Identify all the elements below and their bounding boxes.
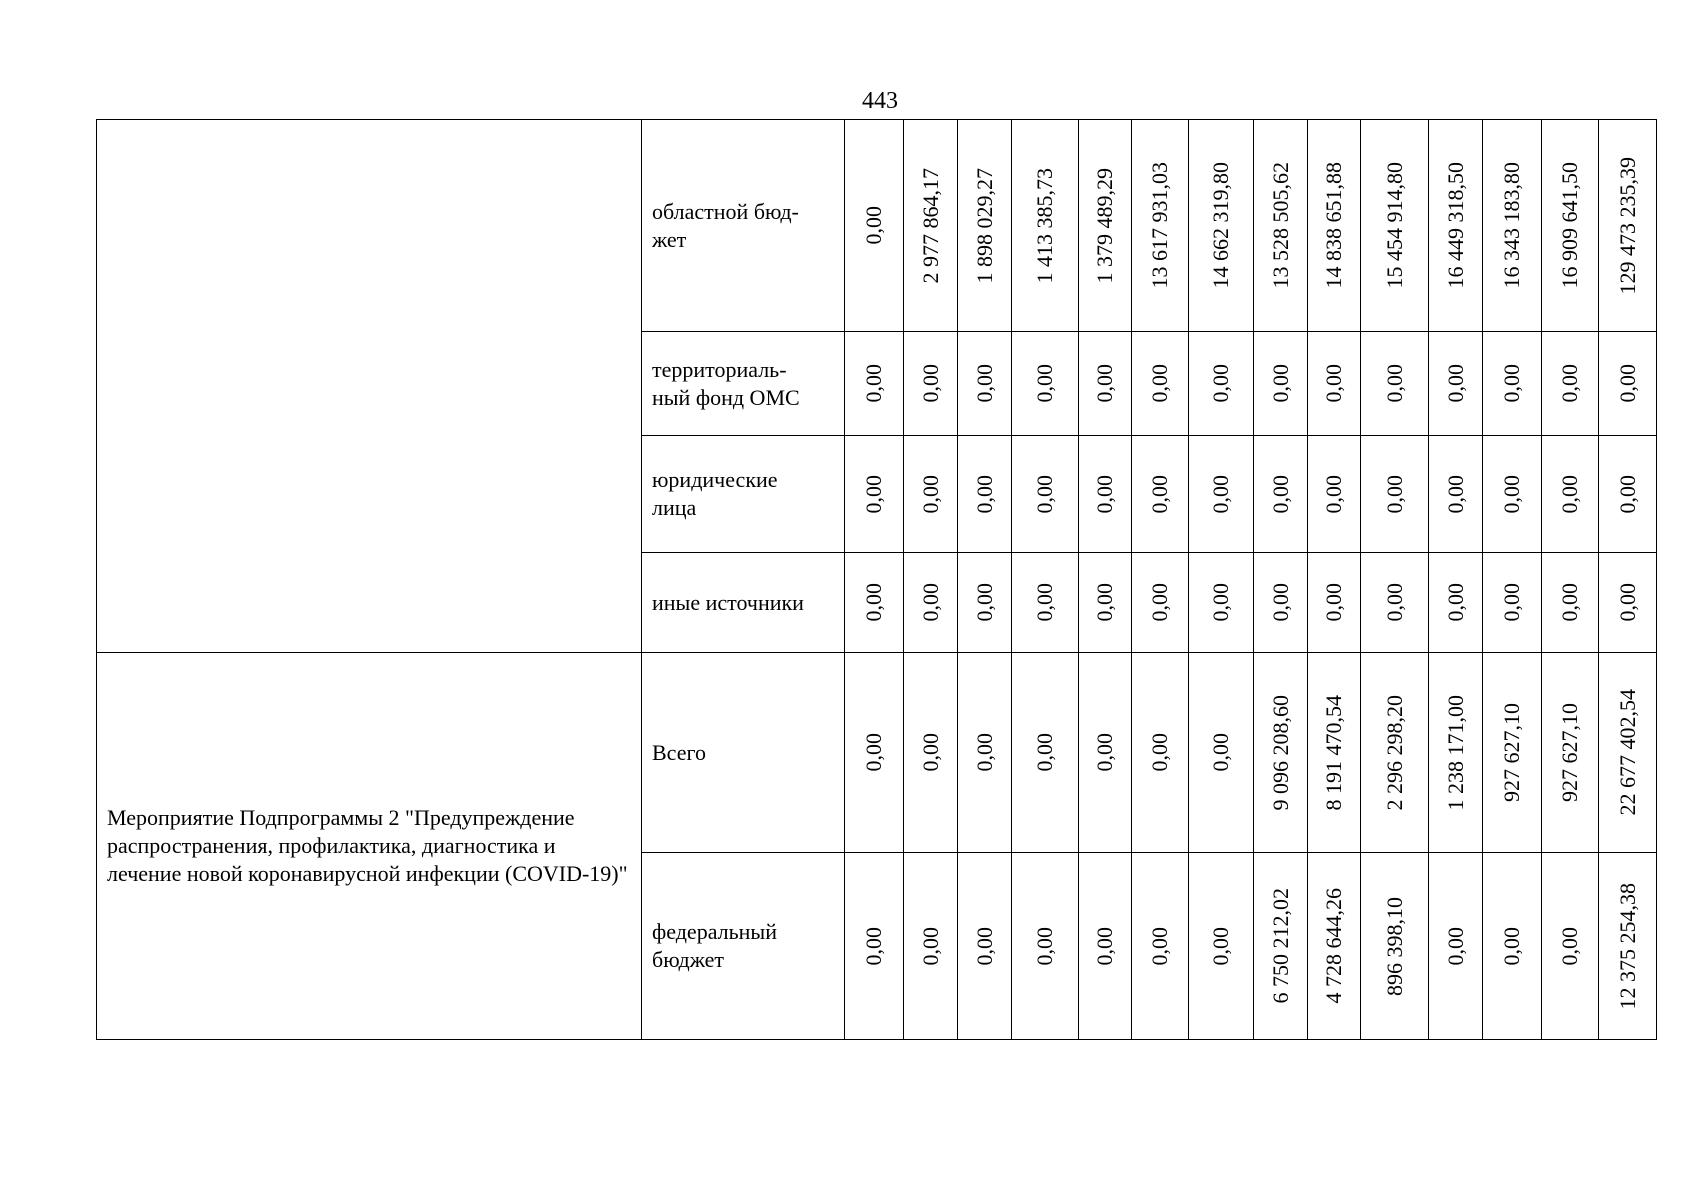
amount-value: 0,00 <box>1614 364 1640 403</box>
value-cell <box>1079 853 1132 1040</box>
measure-cell <box>97 653 642 1040</box>
value-cell <box>1132 853 1189 1040</box>
value-cell <box>1189 436 1254 553</box>
value-cell <box>845 332 904 436</box>
value-cell <box>904 853 958 1040</box>
value-cell <box>958 853 1012 1040</box>
value-cell <box>1189 653 1254 853</box>
value-cell <box>1308 332 1361 436</box>
funding-source-label: территориаль- ный фонд ОМС <box>652 356 800 410</box>
value-cell <box>1254 120 1308 332</box>
value-cell <box>1254 853 1308 1040</box>
value-cell <box>1012 553 1079 653</box>
value-cell <box>1483 332 1542 436</box>
amount-value: 16 909 641,50 <box>1557 162 1582 289</box>
amount-value: 0,00 <box>1092 474 1117 514</box>
amount-value: 1 379 489,29 <box>1092 167 1117 284</box>
value-cell <box>1542 553 1599 653</box>
table-body <box>97 120 1657 1040</box>
amount-value: 0,00 <box>861 926 886 966</box>
amount-value: 0,00 <box>1321 474 1346 514</box>
amount-value: 0,00 <box>1147 583 1172 622</box>
amount-value: 927 627,10 <box>1557 703 1582 802</box>
funding-source-cell <box>642 120 845 332</box>
value-cell <box>1012 332 1079 436</box>
value-cell <box>1599 853 1657 1040</box>
value-cell <box>1361 553 1429 653</box>
value-cell <box>1542 332 1599 436</box>
value-cell <box>1483 120 1542 332</box>
amount-value: 0,00 <box>1614 583 1640 622</box>
value-cell <box>1429 553 1483 653</box>
value-cell <box>904 436 958 553</box>
value-cell <box>958 653 1012 853</box>
value-cell <box>1254 332 1308 436</box>
amount-value: 0,00 <box>917 926 943 966</box>
value-cell <box>1132 120 1189 332</box>
value-cell <box>1361 436 1429 553</box>
value-cell <box>1599 120 1657 332</box>
amount-value: 0,00 <box>1381 474 1407 514</box>
value-cell <box>1254 436 1308 553</box>
funding-source-cell <box>642 553 845 653</box>
value-cell <box>1308 120 1361 332</box>
funding-source-label: Всего <box>652 739 706 765</box>
value-cell <box>958 120 1012 332</box>
value-cell <box>1483 553 1542 653</box>
amount-value: 4 728 644,26 <box>1321 888 1346 1004</box>
amount-value: 129 473 235,39 <box>1614 156 1640 295</box>
page-number: 443 <box>862 88 898 114</box>
value-cell <box>1012 853 1079 1040</box>
funding-source-label: областной бюд- жет <box>652 198 799 252</box>
value-cell <box>1483 653 1542 853</box>
value-cell <box>1132 553 1189 653</box>
value-cell <box>1542 120 1599 332</box>
amount-value: 0,00 <box>1321 583 1346 622</box>
amount-value: 0,00 <box>1092 733 1117 772</box>
measure-cell <box>97 120 642 653</box>
value-cell <box>1483 436 1542 553</box>
amount-value: 2 296 298,20 <box>1381 694 1407 811</box>
amount-value: 0,00 <box>971 926 997 966</box>
value-cell <box>1308 853 1361 1040</box>
amount-value: 6 750 212,02 <box>1267 888 1293 1004</box>
value-cell <box>1079 653 1132 853</box>
amount-value: 13 528 505,62 <box>1267 162 1293 289</box>
amount-value: 1 898 029,27 <box>971 167 997 284</box>
amount-value: 0,00 <box>1267 583 1293 622</box>
amount-value: 12 375 254,38 <box>1614 882 1640 1010</box>
value-cell <box>1132 332 1189 436</box>
value-cell <box>1361 332 1429 436</box>
amount-value: 0,00 <box>1208 733 1233 772</box>
value-cell <box>1012 653 1079 853</box>
funding-source-label: федеральный бюджет <box>652 919 777 972</box>
value-cell <box>1542 853 1599 1040</box>
value-cell <box>1079 332 1132 436</box>
amount-value: 13 617 931,03 <box>1147 162 1172 289</box>
amount-value: 0,00 <box>917 733 943 772</box>
amount-value: 0,00 <box>1147 474 1172 514</box>
value-cell <box>1254 553 1308 653</box>
value-cell <box>1189 553 1254 653</box>
value-cell <box>1483 853 1542 1040</box>
value-cell <box>1132 653 1189 853</box>
amount-value: 0,00 <box>1499 583 1524 622</box>
amount-value: 16 449 318,50 <box>1442 162 1468 289</box>
amount-value: 0,00 <box>1557 583 1582 622</box>
value-cell <box>1361 120 1429 332</box>
amount-value: 0,00 <box>861 733 886 772</box>
funding-source-cell <box>642 853 845 1040</box>
amount-value: 0,00 <box>1147 733 1172 772</box>
value-cell <box>845 653 904 853</box>
amount-value: 0,00 <box>971 733 997 772</box>
amount-value: 0,00 <box>1499 926 1524 966</box>
value-cell <box>1308 653 1361 853</box>
amount-value: 0,00 <box>1499 474 1524 514</box>
funding-source-label: юридические лица <box>652 467 778 520</box>
amount-value: 0,00 <box>1557 364 1582 403</box>
amount-value: 2 977 864,17 <box>917 167 943 284</box>
value-cell <box>1308 436 1361 553</box>
amount-value: 0,00 <box>861 474 886 514</box>
funding-source-cell <box>642 653 845 853</box>
table-row <box>97 120 1657 332</box>
amount-value: 0,00 <box>1381 364 1407 403</box>
value-cell <box>1599 332 1657 436</box>
amount-value: 0,00 <box>1442 583 1468 622</box>
value-cell <box>845 853 904 1040</box>
amount-value: 0,00 <box>1557 926 1582 966</box>
measure-name: Мероприятие Подпрограммы 2 "Предупреждение распространения, профилактика, диагностика и лечение новой коронавирусной инфекции (COVID-19)" <box>107 805 628 886</box>
funding-source-cell <box>642 436 845 553</box>
amount-value: 896 398,10 <box>1381 896 1407 996</box>
amount-value: 0,00 <box>1147 364 1172 403</box>
value-cell <box>845 120 904 332</box>
table-row <box>97 653 1657 853</box>
amount-value: 1 238 171,00 <box>1442 694 1468 811</box>
value-cell <box>1361 853 1429 1040</box>
amount-value: 0,00 <box>861 583 886 622</box>
value-cell <box>1189 120 1254 332</box>
amount-value: 14 838 651,88 <box>1321 162 1346 289</box>
value-cell <box>1429 332 1483 436</box>
value-cell <box>1308 553 1361 653</box>
amount-value: 0,00 <box>971 364 997 403</box>
value-cell <box>904 120 958 332</box>
value-cell <box>1542 436 1599 553</box>
amount-value: 927 627,10 <box>1499 703 1524 802</box>
amount-value: 0,00 <box>1208 474 1233 514</box>
amount-value: 0,00 <box>1092 926 1117 966</box>
value-cell <box>1429 853 1483 1040</box>
value-cell <box>1542 653 1599 853</box>
funding-table <box>96 119 1657 1040</box>
amount-value: 22 677 402,54 <box>1614 689 1640 816</box>
funding-source-cell <box>642 332 845 436</box>
amount-value: 9 096 208,60 <box>1267 694 1293 811</box>
value-cell <box>904 332 958 436</box>
value-cell <box>1429 120 1483 332</box>
amount-value: 0,00 <box>1499 364 1524 403</box>
value-cell <box>1189 853 1254 1040</box>
amount-value: 0,00 <box>1208 583 1233 622</box>
amount-value: 1 413 385,73 <box>1032 167 1057 284</box>
value-cell <box>958 436 1012 553</box>
value-cell <box>1079 436 1132 553</box>
amount-value: 0,00 <box>1267 364 1293 403</box>
amount-value: 0,00 <box>1208 926 1233 966</box>
value-cell <box>1012 120 1079 332</box>
amount-value: 16 343 183,80 <box>1499 162 1524 289</box>
amount-value: 15 454 914,80 <box>1381 162 1407 289</box>
value-cell <box>845 436 904 553</box>
value-cell <box>1079 553 1132 653</box>
amount-value: 0,00 <box>917 474 943 514</box>
amount-value: 0,00 <box>1032 583 1057 622</box>
amount-value: 0,00 <box>1208 364 1233 403</box>
amount-value: 0,00 <box>1092 364 1117 403</box>
value-cell <box>1254 653 1308 853</box>
value-cell <box>1429 653 1483 853</box>
amount-value: 0,00 <box>1032 474 1057 514</box>
value-cell <box>1429 436 1483 553</box>
value-cell <box>1012 436 1079 553</box>
value-cell <box>904 653 958 853</box>
amount-value: 0,00 <box>971 583 997 622</box>
amount-value: 0,00 <box>1442 474 1468 514</box>
value-cell <box>904 553 958 653</box>
amount-value: 8 191 470,54 <box>1321 694 1346 811</box>
value-cell <box>1599 436 1657 553</box>
amount-value: 0,00 <box>1321 364 1346 403</box>
value-cell <box>958 332 1012 436</box>
amount-value: 0,00 <box>971 474 997 514</box>
amount-value: 0,00 <box>1442 364 1468 403</box>
amount-value: 0,00 <box>917 364 943 403</box>
amount-value: 0,00 <box>1267 474 1293 514</box>
amount-value: 0,00 <box>1032 733 1057 772</box>
amount-value: 0,00 <box>1032 364 1057 403</box>
amount-value: 0,00 <box>1381 583 1407 622</box>
value-cell <box>845 553 904 653</box>
amount-value: 0,00 <box>1092 583 1117 622</box>
amount-value: 0,00 <box>1614 474 1640 514</box>
value-cell <box>1189 332 1254 436</box>
value-cell <box>1079 120 1132 332</box>
amount-value: 14 662 319,80 <box>1208 162 1233 289</box>
value-cell <box>1361 653 1429 853</box>
amount-value: 0,00 <box>1442 926 1468 966</box>
amount-value: 0,00 <box>1557 474 1582 514</box>
amount-value: 0,00 <box>861 364 886 403</box>
amount-value: 0,00 <box>1147 926 1172 966</box>
value-cell <box>1132 436 1189 553</box>
amount-value: 0,00 <box>861 206 886 245</box>
amount-value: 0,00 <box>1032 926 1057 966</box>
value-cell <box>1599 553 1657 653</box>
value-cell <box>958 553 1012 653</box>
value-cell <box>1599 653 1657 853</box>
funding-source-label: иные источники <box>652 589 804 615</box>
amount-value: 0,00 <box>917 583 943 622</box>
